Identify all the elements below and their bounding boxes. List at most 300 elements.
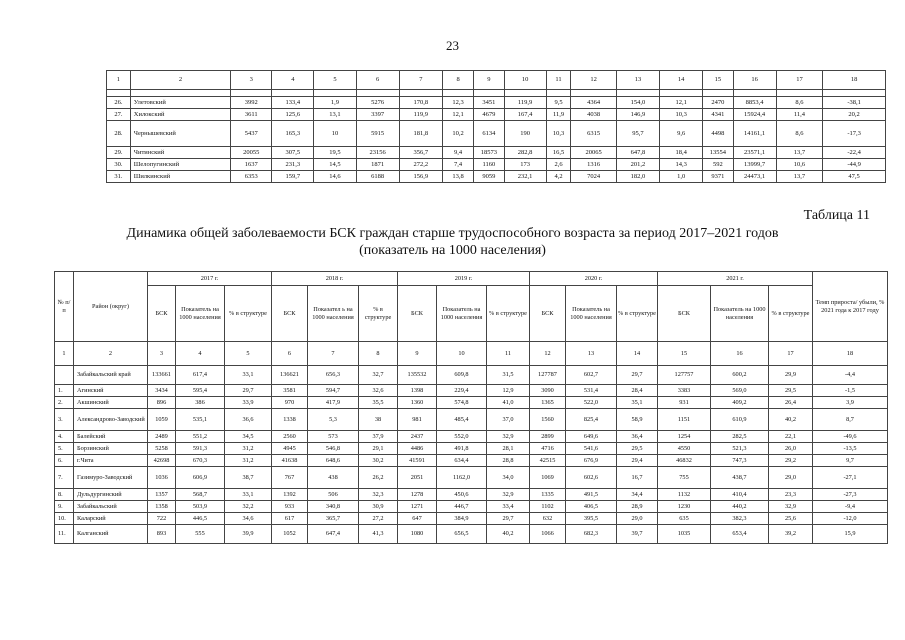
value-cell: 38 [359,409,398,431]
value-cell: 35,1 [617,397,658,409]
value-cell: -12,0 [813,513,888,525]
value-cell: 33,9 [225,397,272,409]
value-cell: 31,2 [225,455,272,467]
value-cell: 3451 [474,97,504,109]
value-cell: 6353 [231,171,272,183]
table-row [107,97,886,109]
value-cell: 1357 [148,489,176,501]
value-cell: 27,2 [359,513,398,525]
table-row [55,397,888,409]
value-cell: -44,9 [823,159,886,171]
value-cell: 29,4 [617,455,658,467]
value-cell: 656,5 [437,525,487,544]
value-cell: 531,4 [566,385,617,397]
value-cell: 29,0 [617,513,658,525]
value-cell: 602,7 [566,366,617,385]
value-cell: 26. [107,97,131,109]
value-cell: 272,2 [399,159,442,171]
column-number-cell: 3 [148,342,176,366]
value-cell: 3992 [231,97,272,109]
value-cell: 1560 [530,409,566,431]
sub-bsk: БСК [148,286,176,342]
value-cell: 981 [398,409,437,431]
header-cell: 16 [733,71,776,90]
value-cell: 159,7 [272,171,314,183]
value-cell: 29,5 [769,385,813,397]
value-cell: 32,7 [359,366,398,385]
table-label: Таблица 11 [803,208,870,223]
value-cell: 36,6 [225,409,272,431]
value-cell: 26,2 [359,467,398,489]
value-cell: 1052 [272,525,308,544]
row-number-cell: 7. [55,467,74,489]
value-cell: 5276 [356,97,399,109]
value-cell: 29,7 [225,385,272,397]
value-cell: -4,4 [813,366,888,385]
sub-rate: Показатель на 1000 населения [176,286,225,342]
value-cell: 503,9 [176,501,225,513]
empty-cell [733,90,776,97]
year-header-2017: 2017 г. [148,272,272,286]
value-cell: 23571,1 [733,147,776,159]
value-cell: 931 [658,397,711,409]
sub-rate: Показател ь на 1000 населения [308,286,359,342]
district-cell: Акшинский [74,397,148,409]
value-cell: 28,9 [617,501,658,513]
value-cell: 438 [308,467,359,489]
district-cell: Дульдургинский [74,489,148,501]
value-cell: 8853,4 [733,97,776,109]
value-cell: 19,5 [314,147,356,159]
value-cell: 231,3 [272,159,314,171]
value-cell: 25,6 [769,513,813,525]
table-row [55,489,888,501]
value-cell: 647,8 [616,147,659,159]
value-cell: 14,5 [314,159,356,171]
value-cell: 4038 [571,109,616,121]
value-cell: 485,4 [437,409,487,431]
value-cell: 541,6 [566,443,617,455]
value-cell: -27,1 [813,467,888,489]
value-cell: 190 [504,121,546,147]
value-cell: 1059 [148,409,176,431]
table-row [55,443,888,455]
value-cell: 3434 [148,385,176,397]
value-cell: 31,2 [225,443,272,455]
table-row [55,501,888,513]
district-cell: Калганский [74,525,148,544]
row-number-cell: 4. [55,431,74,443]
value-cell: 395,5 [566,513,617,525]
value-cell: 201,2 [616,159,659,171]
value-cell: 29,1 [359,443,398,455]
table-title: Динамика общей заболеваемости БСК граждан старше трудоспособного возраста за период 2017–2021 годов [126,226,779,241]
column-number-row [55,342,888,366]
value-cell: 28,1 [487,443,530,455]
value-cell: 574,8 [437,397,487,409]
sub-bsk: БСК [658,286,711,342]
value-cell: 450,6 [437,489,487,501]
district-cell: Забайкальский [74,501,148,513]
value-cell: 4716 [530,443,566,455]
value-cell: 18,4 [660,147,703,159]
value-cell: 6315 [571,121,616,147]
value-cell: 2,6 [546,159,571,171]
value-cell: 382,3 [711,513,769,525]
value-cell: 33,1 [225,489,272,501]
value-cell: 440,2 [711,501,769,513]
value-cell: 1162,0 [437,467,487,489]
value-cell: 119,9 [399,109,442,121]
header-cell: 7 [399,71,442,90]
value-cell: 546,8 [308,443,359,455]
value-cell: 30,2 [359,455,398,467]
district-cell: г.Чита [74,455,148,467]
empty-cell [314,90,356,97]
value-cell: 29. [107,147,131,159]
value-cell: 1069 [530,467,566,489]
empty-cell [546,90,571,97]
value-cell: 5,3 [308,409,359,431]
value-cell: 1335 [530,489,566,501]
value-cell: -17,3 [823,121,886,147]
value-cell: 1160 [474,159,504,171]
value-cell: 3397 [356,109,399,121]
value-cell: 7,4 [442,159,473,171]
value-cell: 42515 [530,455,566,467]
table-row [107,159,886,171]
value-cell: 34,5 [225,431,272,443]
value-cell: 20065 [571,147,616,159]
value-cell: 9,7 [813,455,888,467]
value-cell: 573 [308,431,359,443]
value-cell: 40,2 [769,409,813,431]
row-number-cell: 1. [55,385,74,397]
column-number-cell: 4 [176,342,225,366]
value-cell: 47,5 [823,171,886,183]
value-cell: 594,7 [308,385,359,397]
district-cell: Балейский [74,431,148,443]
value-cell: 33,4 [487,501,530,513]
value-cell: 30. [107,159,131,171]
value-cell: 1360 [398,397,437,409]
value-cell: 410,4 [711,489,769,501]
col-no-header: № п/п [55,272,74,342]
value-cell: 28. [107,121,131,147]
value-cell: 1365 [530,397,566,409]
value-cell: 282,5 [711,431,769,443]
value-cell: 4486 [398,443,437,455]
sub-share: % в структуре [617,286,658,342]
district-cell: Шелопугинский [130,159,230,171]
district-cell: Хилокский [130,109,230,121]
value-cell: 32,9 [487,489,530,501]
empty-cell [442,90,473,97]
header-cell: 17 [776,71,822,90]
value-cell: 135532 [398,366,437,385]
value-cell: 670,3 [176,455,225,467]
empty-cell [616,90,659,97]
district-cell: Газимуро-Заводский [74,467,148,489]
value-cell: 4364 [571,97,616,109]
value-cell: 6134 [474,121,504,147]
value-cell: 32,3 [359,489,398,501]
value-cell: 649,6 [566,431,617,443]
column-number-cell: 16 [711,342,769,366]
value-cell: 127757 [658,366,711,385]
value-cell: 602,6 [566,467,617,489]
column-number-cell: 2 [74,342,148,366]
value-cell: 15924,4 [733,109,776,121]
district-cell: Агинский [74,385,148,397]
value-cell: 27. [107,109,131,121]
empty-cell [356,90,399,97]
value-cell: 1398 [398,385,437,397]
year-header-2021: 2021 г. [658,272,813,286]
value-cell: 522,0 [566,397,617,409]
value-cell: 307,5 [272,147,314,159]
value-cell: 10,2 [442,121,473,147]
value-cell: 41638 [272,455,308,467]
value-cell: 2899 [530,431,566,443]
value-cell: 4,2 [546,171,571,183]
value-cell: 23,3 [769,489,813,501]
value-cell: 617 [272,513,308,525]
value-cell: 15,9 [813,525,888,544]
value-cell: 600,2 [711,366,769,385]
row-number-cell: 9. [55,501,74,513]
value-cell: 5437 [231,121,272,147]
column-number-cell: 11 [487,342,530,366]
value-cell: 34,4 [617,489,658,501]
sub-rate: Показатель на 1000 населения [437,286,487,342]
value-cell: 896 [148,397,176,409]
value-cell: 647 [398,513,437,525]
sub-share: % в структуре [359,286,398,342]
value-cell: 617,4 [176,366,225,385]
col-growth-header: Темп прироста/ убыли, % 2021 года к 2017 году [813,272,888,342]
table-main [54,271,888,544]
value-cell: 20,2 [823,109,886,121]
empty-cell [231,90,272,97]
table-row [55,431,888,443]
sub-bsk: БСК [530,286,566,342]
value-cell: 3090 [530,385,566,397]
value-cell: 29,7 [487,513,530,525]
value-cell: 12,9 [487,385,530,397]
value-cell: 29,0 [769,467,813,489]
column-number-cell: 10 [437,342,487,366]
value-cell: 648,6 [308,455,359,467]
value-cell: 181,8 [399,121,442,147]
value-cell: 10,3 [660,109,703,121]
sub-rate: Показатель на 1000 населения [711,286,769,342]
value-cell: 1230 [658,501,711,513]
value-cell: 653,4 [711,525,769,544]
value-cell: 2437 [398,431,437,443]
value-cell: 32,6 [359,385,398,397]
value-cell: 825,4 [566,409,617,431]
value-cell: 16,7 [617,467,658,489]
header-cell: 5 [314,71,356,90]
value-cell: 552,0 [437,431,487,443]
value-cell: 555 [176,525,225,544]
header-cell: 8 [442,71,473,90]
column-number-cell: 15 [658,342,711,366]
value-cell: 491,8 [437,443,487,455]
header-cell: 9 [474,71,504,90]
table-top [106,70,886,183]
value-cell: 8,7 [813,409,888,431]
row-number-cell: 3. [55,409,74,431]
value-cell: 682,3 [566,525,617,544]
value-cell: 521,3 [711,443,769,455]
value-cell: 1151 [658,409,711,431]
header-cell: 6 [356,71,399,90]
value-cell: 595,4 [176,385,225,397]
value-cell: 173 [504,159,546,171]
value-cell: -13,5 [813,443,888,455]
value-cell: 591,3 [176,443,225,455]
value-cell: 29,5 [617,443,658,455]
column-number-cell: 13 [566,342,617,366]
table-row [55,467,888,489]
column-number-cell: 5 [225,342,272,366]
header-cell: 14 [660,71,703,90]
value-cell: 232,1 [504,171,546,183]
value-cell: 11,4 [776,109,822,121]
value-cell: 340,8 [308,501,359,513]
value-cell: 406,5 [566,501,617,513]
value-cell: 3,9 [813,397,888,409]
row-number-cell: 5. [55,443,74,455]
row-number-cell: 10. [55,513,74,525]
header-cell: 15 [703,71,733,90]
value-cell: 13,8 [442,171,473,183]
value-cell: 146,9 [616,109,659,121]
value-cell: 6188 [356,171,399,183]
value-cell: 506 [308,489,359,501]
table-row [55,455,888,467]
value-cell: 170,8 [399,97,442,109]
value-cell: 29,7 [617,366,658,385]
year-header-2020: 2020 г. [530,272,658,286]
value-cell: 610,9 [711,409,769,431]
value-cell: 229,4 [437,385,487,397]
value-cell: 3383 [658,385,711,397]
empty-cell [130,90,230,97]
value-cell: 676,9 [566,455,617,467]
value-cell: 1316 [571,159,616,171]
district-cell: Улетовский [130,97,230,109]
header-cell: 18 [823,71,886,90]
value-cell: 156,9 [399,171,442,183]
value-cell: 2489 [148,431,176,443]
value-cell: 632 [530,513,566,525]
value-cell: 491,5 [566,489,617,501]
value-cell: 10,3 [546,121,571,147]
header-cell: 4 [272,71,314,90]
value-cell: 12,1 [442,109,473,121]
value-cell: -27,3 [813,489,888,501]
page-number: 23 [446,38,459,53]
value-cell: 5915 [356,121,399,147]
value-cell: 31. [107,171,131,183]
header-cell: 3 [231,71,272,90]
value-cell: 1080 [398,525,437,544]
value-cell: 9,6 [660,121,703,147]
value-cell: 1132 [658,489,711,501]
value-cell: 34,0 [487,467,530,489]
value-cell: -9,4 [813,501,888,513]
value-cell: 7024 [571,171,616,183]
value-cell: 34,6 [225,513,272,525]
table-row [55,409,888,431]
value-cell: 26,4 [769,397,813,409]
value-cell: 37,0 [487,409,530,431]
value-cell: 9059 [474,171,504,183]
district-cell: Шилкинский [130,171,230,183]
value-cell: 13,7 [776,171,822,183]
value-cell: 417,9 [308,397,359,409]
empty-cell [703,90,733,97]
value-cell: 9,5 [546,97,571,109]
value-cell: 23156 [356,147,399,159]
value-cell: 747,3 [711,455,769,467]
value-cell: 10 [314,121,356,147]
column-number-cell: 1 [55,342,74,366]
column-number-cell: 8 [359,342,398,366]
table-subtitle: (показатель на 1000 населения) [359,243,546,258]
value-cell: 41591 [398,455,437,467]
value-cell: 133,4 [272,97,314,109]
value-cell: 9,4 [442,147,473,159]
value-cell: 39,7 [617,525,658,544]
col-district-header: Район (округ) [74,272,148,342]
table-row [55,525,888,544]
value-cell: 2560 [272,431,308,443]
value-cell: 42698 [148,455,176,467]
table-row [107,109,886,121]
value-cell: 136621 [272,366,308,385]
value-cell: 154,0 [616,97,659,109]
value-cell: 755 [658,467,711,489]
sub-bsk: БСК [272,286,308,342]
column-number-cell: 6 [272,342,308,366]
row-number-cell: 8. [55,489,74,501]
value-cell: 133661 [148,366,176,385]
value-cell: 167,4 [504,109,546,121]
value-cell: 1036 [148,467,176,489]
value-cell: 125,6 [272,109,314,121]
value-cell: 165,3 [272,121,314,147]
value-cell: 1392 [272,489,308,501]
empty-cell [776,90,822,97]
value-cell: 182,0 [616,171,659,183]
value-cell: 4945 [272,443,308,455]
value-cell: 3611 [231,109,272,121]
sub-share: % в структуре [487,286,530,342]
empty-cell [571,90,616,97]
value-cell: 46832 [658,455,711,467]
value-cell: 2470 [703,97,733,109]
value-cell: 656,3 [308,366,359,385]
value-cell: 119,9 [504,97,546,109]
value-cell: 970 [272,397,308,409]
value-cell: 39,2 [769,525,813,544]
header-cell: 2 [130,71,230,90]
value-cell: 1254 [658,431,711,443]
